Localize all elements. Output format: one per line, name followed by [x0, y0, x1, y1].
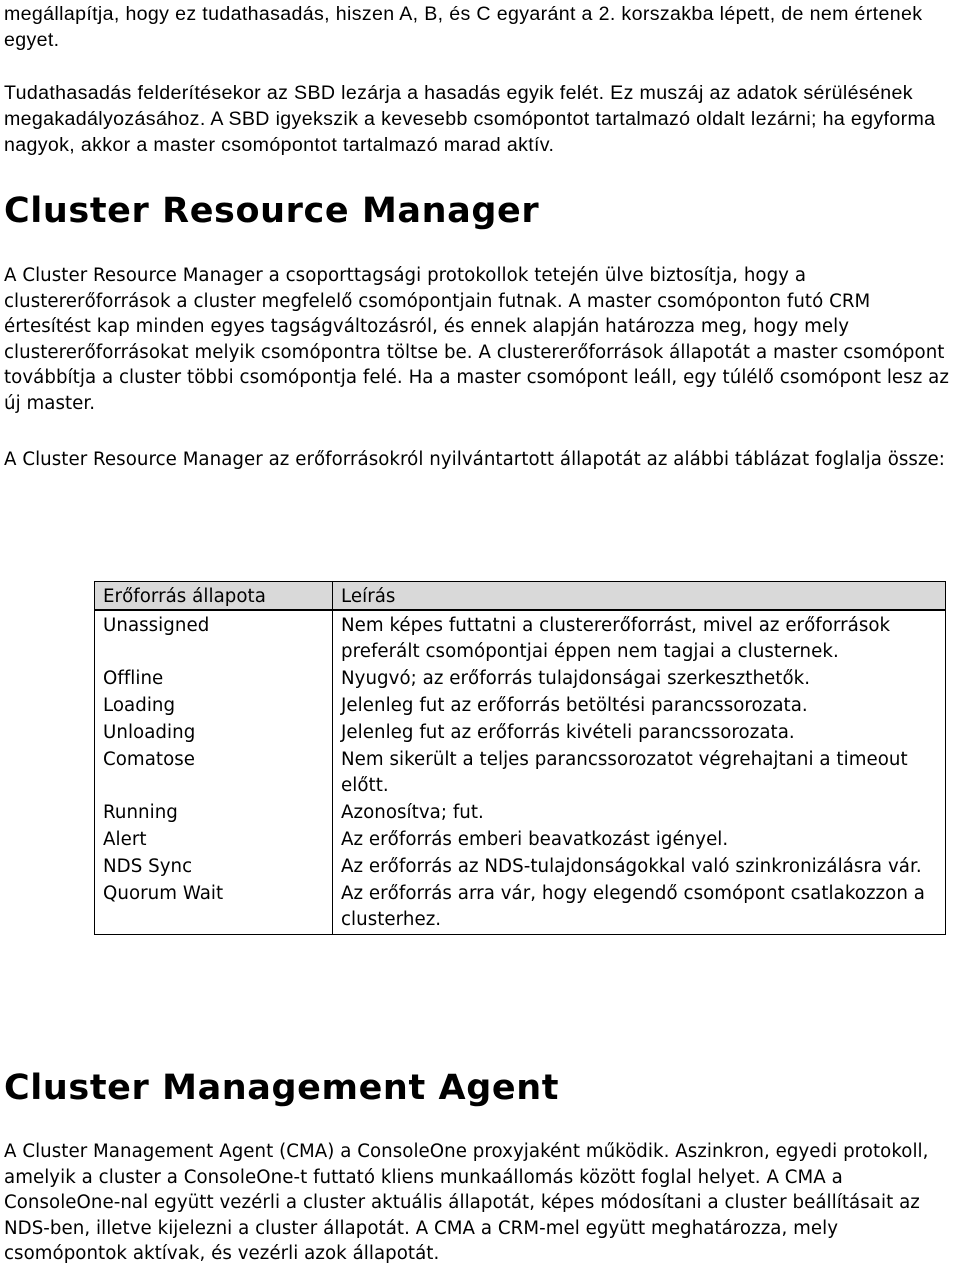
crm-section-heading: Cluster Resource Manager: [4, 191, 540, 231]
intro-paragraph-2: Tudathasadás felderítésekor az SBD lezárja a hasadás egyik felét. Ez muszáj az adatok sérülésének megakadályozásához. A SBD igyekszik a kevesebb csomópontot tartalmazó oldalt lezárni; ha egyforma nagyok, akkor a master csomópontot tartalmazó marad aktív.: [4, 82, 936, 156]
table-row: [95, 610, 946, 666]
table-row: [95, 693, 946, 720]
table-header-row: [95, 582, 946, 611]
header-state-cell: Erőforrás állapota: [95, 582, 333, 611]
state-cell: Offline: [95, 666, 333, 693]
table-row: [95, 881, 946, 935]
description-cell: Nem képes futtatni a clustererőforrást, mivel az erőforrások preferált csomópontjai éppen nem tagjai a clusternek.: [333, 610, 946, 666]
resource-states-table: [94, 581, 946, 935]
state-cell: Unloading: [95, 720, 333, 747]
crm-paragraph-2: A Cluster Resource Manager az erőforrásokról nyilvántartott állapotát az alábbi táblázat foglalja össze:: [4, 449, 945, 470]
description-cell: Jelenleg fut az erőforrás betöltési parancssorozata.: [333, 693, 946, 720]
table-row: [95, 747, 946, 800]
cma-paragraph-1: A Cluster Management Agent (CMA) a ConsoleOne proxyjaként működik. Aszinkron, egyedi protokoll, amelyik a cluster a ConsoleOne-t futtató kliens munkaállomás között foglal helyet. A CMA a ConsoleOne-nal együtt vezérli a cluster aktuális állapotát, képes módosítani a cluster beállításait az NDS-ben, illetve kijelezni a cluster állapotát. A CMA a CRM-mel együtt meghatározza, mely csomópontok aktívak, és vezérli azok állapotát.: [4, 1141, 929, 1264]
table-row: [95, 720, 946, 747]
state-cell: Running: [95, 800, 333, 827]
state-cell: Unassigned: [95, 610, 333, 666]
description-cell: Nyugvó; az erőforrás tulajdonságai szerkeszthetők.: [333, 666, 946, 693]
state-cell: Alert: [95, 827, 333, 854]
crm-paragraph-1: A Cluster Resource Manager a csoporttagsági protokollok tetején ülve biztosítja, hogy a clustererőforrások a cluster megfelelő csomópontjain futnak. A master csomóponton futó CRM értesítést kap minden egyes tagságváltozásról, és ennek alapján határozza meg, hogy mely clustererőforrásokat melyik csomópontra töltse be. A clustererőforrások állapotát a master csomópont továbbítja a cluster többi csomópontja felé. Ha a master csomópont leáll, egy túlélő csomópont lesz az új master.: [4, 265, 949, 414]
description-cell: Nem sikerült a teljes parancssorozatot végrehajtani a timeout előtt.: [333, 747, 946, 800]
header-description-cell: Leírás: [333, 582, 946, 611]
intro-paragraph-1: megállapítja, hogy ez tudathasadás, hiszen A, B, és C egyaránt a 2. korszakba lépett, de nem értenek egyet.: [4, 3, 923, 51]
table-row: [95, 854, 946, 881]
description-cell: Az erőforrás az NDS-tulajdonságokkal való szinkronizálásra vár.: [333, 854, 946, 881]
state-cell: Quorum Wait: [95, 881, 333, 935]
description-cell: Az erőforrás emberi beavatkozást igényel.: [333, 827, 946, 854]
description-cell: Jelenleg fut az erőforrás kivételi parancssorozata.: [333, 720, 946, 747]
table-row: [95, 827, 946, 854]
state-cell: NDS Sync: [95, 854, 333, 881]
table-row: [95, 666, 946, 693]
state-cell: Comatose: [95, 747, 333, 800]
description-cell: Az erőforrás arra vár, hogy elegendő csomópont csatlakozzon a clusterhez.: [333, 881, 946, 935]
state-cell: Loading: [95, 693, 333, 720]
table-row: [95, 800, 946, 827]
description-cell: Azonosítva; fut.: [333, 800, 946, 827]
cma-section-heading: Cluster Management Agent: [4, 1068, 560, 1108]
